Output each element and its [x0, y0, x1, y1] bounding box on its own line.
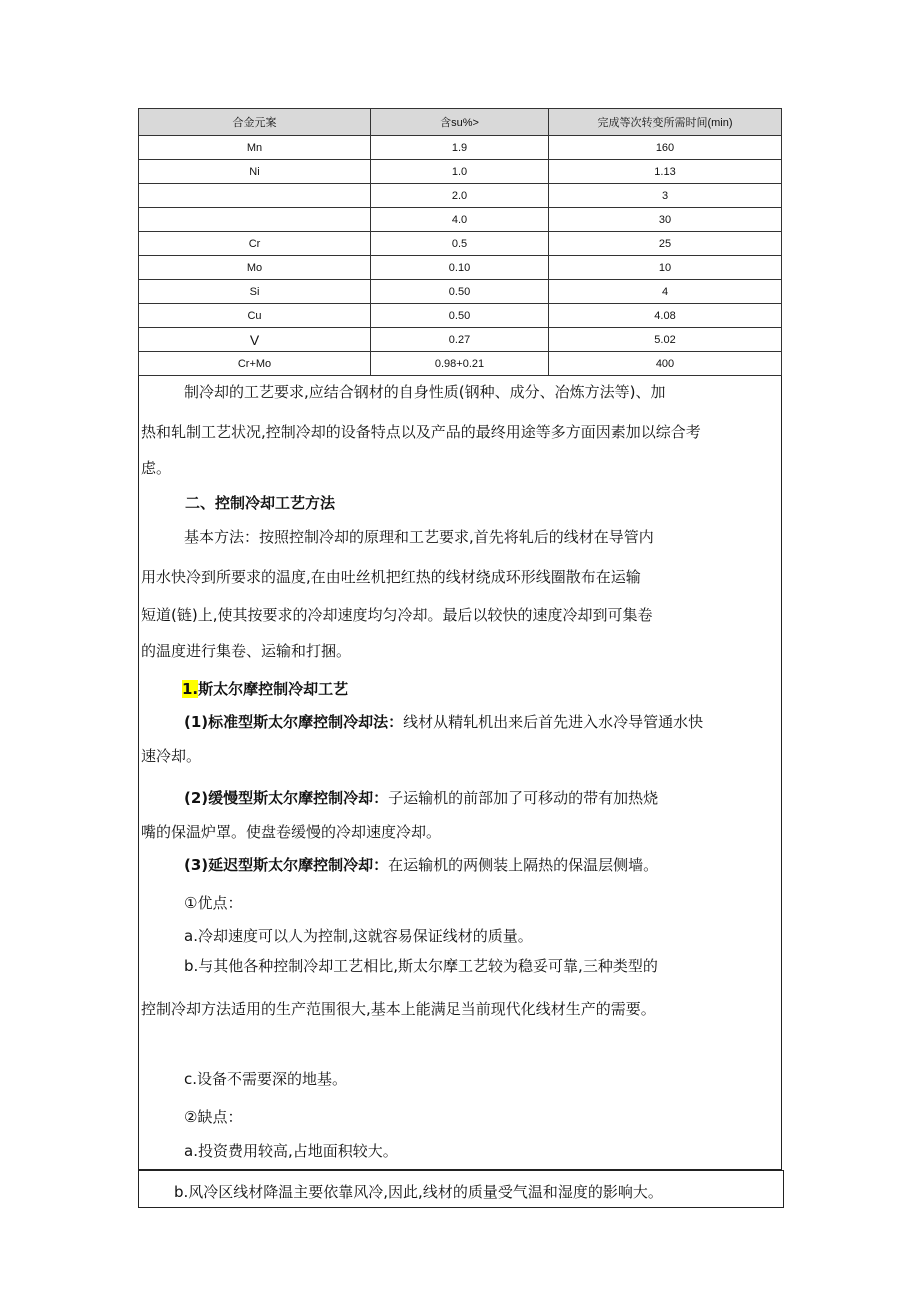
- cell-element: Cr+Mo: [139, 352, 371, 376]
- table-row: [139, 256, 782, 280]
- subsection-number: 1.: [182, 680, 199, 698]
- table-row: [139, 208, 782, 232]
- table-row: [139, 232, 782, 256]
- cell-content: 0.50: [371, 280, 549, 304]
- cell-content: 2.0: [371, 184, 549, 208]
- item-text: 在运输机的两侧装上隔热的保温层侧墙。: [388, 856, 659, 874]
- cell-content: 0.27: [371, 328, 549, 352]
- list-item: [184, 712, 703, 732]
- cell-time: 1.13: [549, 160, 782, 184]
- cell-time: 4: [549, 280, 782, 304]
- header-element: 合金元案: [139, 109, 371, 136]
- cell-content: 0.10: [371, 256, 549, 280]
- cell-element: Ni: [139, 160, 371, 184]
- table-row: [139, 136, 782, 160]
- alloy-table: [138, 108, 782, 376]
- paragraph-line: 的温度进行集卷、运输和打捆。: [141, 642, 352, 660]
- cell-time: 25: [549, 232, 782, 256]
- section-heading: 二、控制冷却工艺方法: [185, 494, 336, 512]
- paragraph-line: 控制冷却方法适用的生产范围很大,基本上能满足当前现代化线材生产的需要。: [141, 1000, 656, 1018]
- list-heading: ①优点：: [184, 894, 243, 912]
- cell-element: [139, 208, 371, 232]
- subsection-title: 斯太尔摩控制冷却工艺: [198, 680, 349, 698]
- header-content: 含su%>: [371, 109, 549, 136]
- table-row: [139, 184, 782, 208]
- list-item: b.与其他各种控制冷却工艺相比,斯太尔摩工艺较为稳妥可靠,三种类型的: [184, 957, 658, 975]
- paragraph-line: 制冷却的工艺要求,应结合钢材的自身性质(钢种、成分、冶炼方法等)、加: [184, 383, 666, 401]
- item-text: 子运输机的前部加了可移动的带有加热烧: [388, 789, 659, 807]
- list-item: b.风冷区线材降温主要依靠风冷,因此,线材的质量受气温和湿度的影响大。: [174, 1183, 663, 1201]
- header-time: 完成等次转变所需时间(min): [549, 109, 782, 136]
- paragraph-line: 嘴的保温炉罩。使盘卷缓慢的冷却速度冷却。: [141, 823, 442, 841]
- paragraph-line: 基本方法：按照控制冷却的原理和工艺要求,首先将轧后的线材在导管内: [184, 528, 654, 546]
- cell-content: 1.9: [371, 136, 549, 160]
- cell-time: 5.02: [549, 328, 782, 352]
- paragraph-line: 虑。: [141, 459, 172, 477]
- cell-time: 3: [549, 184, 782, 208]
- cell-time: 160: [549, 136, 782, 160]
- cell-content: 4.0: [371, 208, 549, 232]
- list-item: [184, 855, 658, 875]
- cell-element: V: [139, 328, 371, 352]
- table-row: [139, 304, 782, 328]
- list-item: c.设备不需要深的地基。: [184, 1070, 348, 1088]
- list-heading: ②缺点：: [184, 1108, 243, 1126]
- table-row: [139, 352, 782, 376]
- table-row: [139, 280, 782, 304]
- table-header-row: [139, 109, 782, 136]
- cell-time: 10: [549, 256, 782, 280]
- list-item: [184, 788, 658, 808]
- list-item: a.冷却速度可以人为控制,这就容易保证线材的质量。: [184, 927, 533, 945]
- cell-time: 400: [549, 352, 782, 376]
- cell-element: Cr: [139, 232, 371, 256]
- item-text: 线材从精轧机出来后首先进入水冷导管通水快: [403, 713, 704, 731]
- cell-element: Mn: [139, 136, 371, 160]
- cell-content: 1.0: [371, 160, 549, 184]
- cell-element: Mo: [139, 256, 371, 280]
- cell-content: 0.5: [371, 232, 549, 256]
- cell-element: Cu: [139, 304, 371, 328]
- paragraph-line: 短道(链)上,使其按要求的冷却速度均匀冷却。最后以较快的速度冷却到可集卷: [141, 606, 653, 624]
- cell-time: 4.08: [549, 304, 782, 328]
- paragraph-line: 用水快冷到所要求的温度,在由吐丝机把红热的线材绕成环形线圈散布在运输: [141, 568, 641, 586]
- table-row: [139, 160, 782, 184]
- cell-element: Si: [139, 280, 371, 304]
- item-label: (3)延迟型斯太尔摩控制冷却：: [184, 856, 389, 874]
- cell-time: 30: [549, 208, 782, 232]
- paragraph-line: 热和轧制工艺状况,控制冷却的设备特点以及产品的最终用途等多方面因素加以综合考: [141, 423, 701, 441]
- cell-element: [139, 184, 371, 208]
- list-item: a.投资费用较高,占地面积较大。: [184, 1142, 398, 1160]
- cell-content: 0.98+0.21: [371, 352, 549, 376]
- subsection-heading: [182, 679, 348, 699]
- item-label: (1)标准型斯太尔摩控制冷却法：: [184, 713, 404, 731]
- paragraph-line: 速冷却。: [141, 747, 202, 765]
- item-label: (2)缓慢型斯太尔摩控制冷却：: [184, 789, 389, 807]
- table-row: [139, 328, 782, 352]
- cell-content: 0.50: [371, 304, 549, 328]
